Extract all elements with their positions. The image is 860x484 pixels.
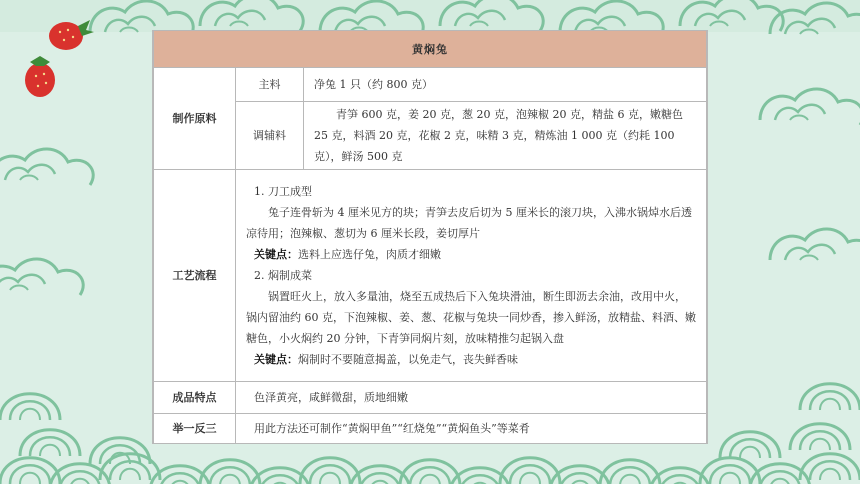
step1-key-point	[246, 244, 696, 265]
step2-text: 锅置旺火上，放入多量油，烧至五成热后下入兔块滑油，断生即沥去余油，改用中火，锅内留油约 60 克，下泡辣椒、姜、葱、花椒与兔块一同炒香，掺入鲜汤，放精盐、料酒、嫩糖色，小火焖约 20 分钟，下青笋同焖片刻，放味精推匀起锅入盘	[246, 290, 696, 345]
process-label: 工艺流程	[154, 170, 236, 382]
step1-text: 兔子连骨斩为 4 厘米见方的块；青笋去皮后切为 5 厘米长的滚刀块，入沸水锅焯水后透凉待用；泡辣椒、葱切为 6 厘米长段，姜切厚片	[246, 206, 692, 240]
step2-title: 2. 焖制成菜	[254, 269, 312, 282]
main-ingredient-text: 净兔 1 只（约 800 克）	[304, 68, 707, 102]
seasoning-text: 青笋 600 克，姜 20 克，葱 20 克，泡辣椒 20 克，精盐 6 克，嫩糖色 25 克，料酒 20 克，花椒 2 克，味精 3 克，精炼油 1 000 克（约耗 100 克），鲜汤 500 克	[304, 102, 707, 170]
step1-title: 1. 刀工成型	[254, 185, 312, 198]
ingredients-label: 制作原料	[154, 68, 236, 170]
process-content	[236, 170, 707, 382]
extension-row	[154, 414, 707, 444]
main-ingredient-label: 主料	[236, 68, 304, 102]
title-row	[154, 31, 707, 68]
ingredients-main-row	[154, 68, 707, 102]
recipe-card	[152, 30, 708, 444]
process-row	[154, 170, 707, 382]
strawberry-icon	[16, 52, 66, 104]
extension-label: 举一反三	[154, 414, 236, 444]
key-point-label: 关键点：	[254, 353, 298, 366]
recipe-table	[153, 30, 707, 444]
key-point-text: 选料上应选仔兔，肉质才细嫩	[298, 248, 441, 261]
ingredients-seasoning-row	[154, 102, 707, 170]
extension-text: 用此方法还可制作“黄焖甲鱼”“红烧兔”“黄焖鱼头”等菜肴	[236, 414, 707, 444]
features-label: 成品特点	[154, 382, 236, 414]
key-point-text: 焖制时不要随意揭盖，以免走气，丧失鲜香味	[298, 353, 518, 366]
step2-key-point	[246, 349, 696, 370]
seasoning-label: 调辅料	[236, 102, 304, 170]
features-text: 色泽黄亮，咸鲜微甜，质地细嫩	[236, 382, 707, 414]
key-point-label: 关键点：	[254, 248, 298, 261]
recipe-title: 黄焖兔	[154, 31, 707, 68]
features-row	[154, 382, 707, 414]
